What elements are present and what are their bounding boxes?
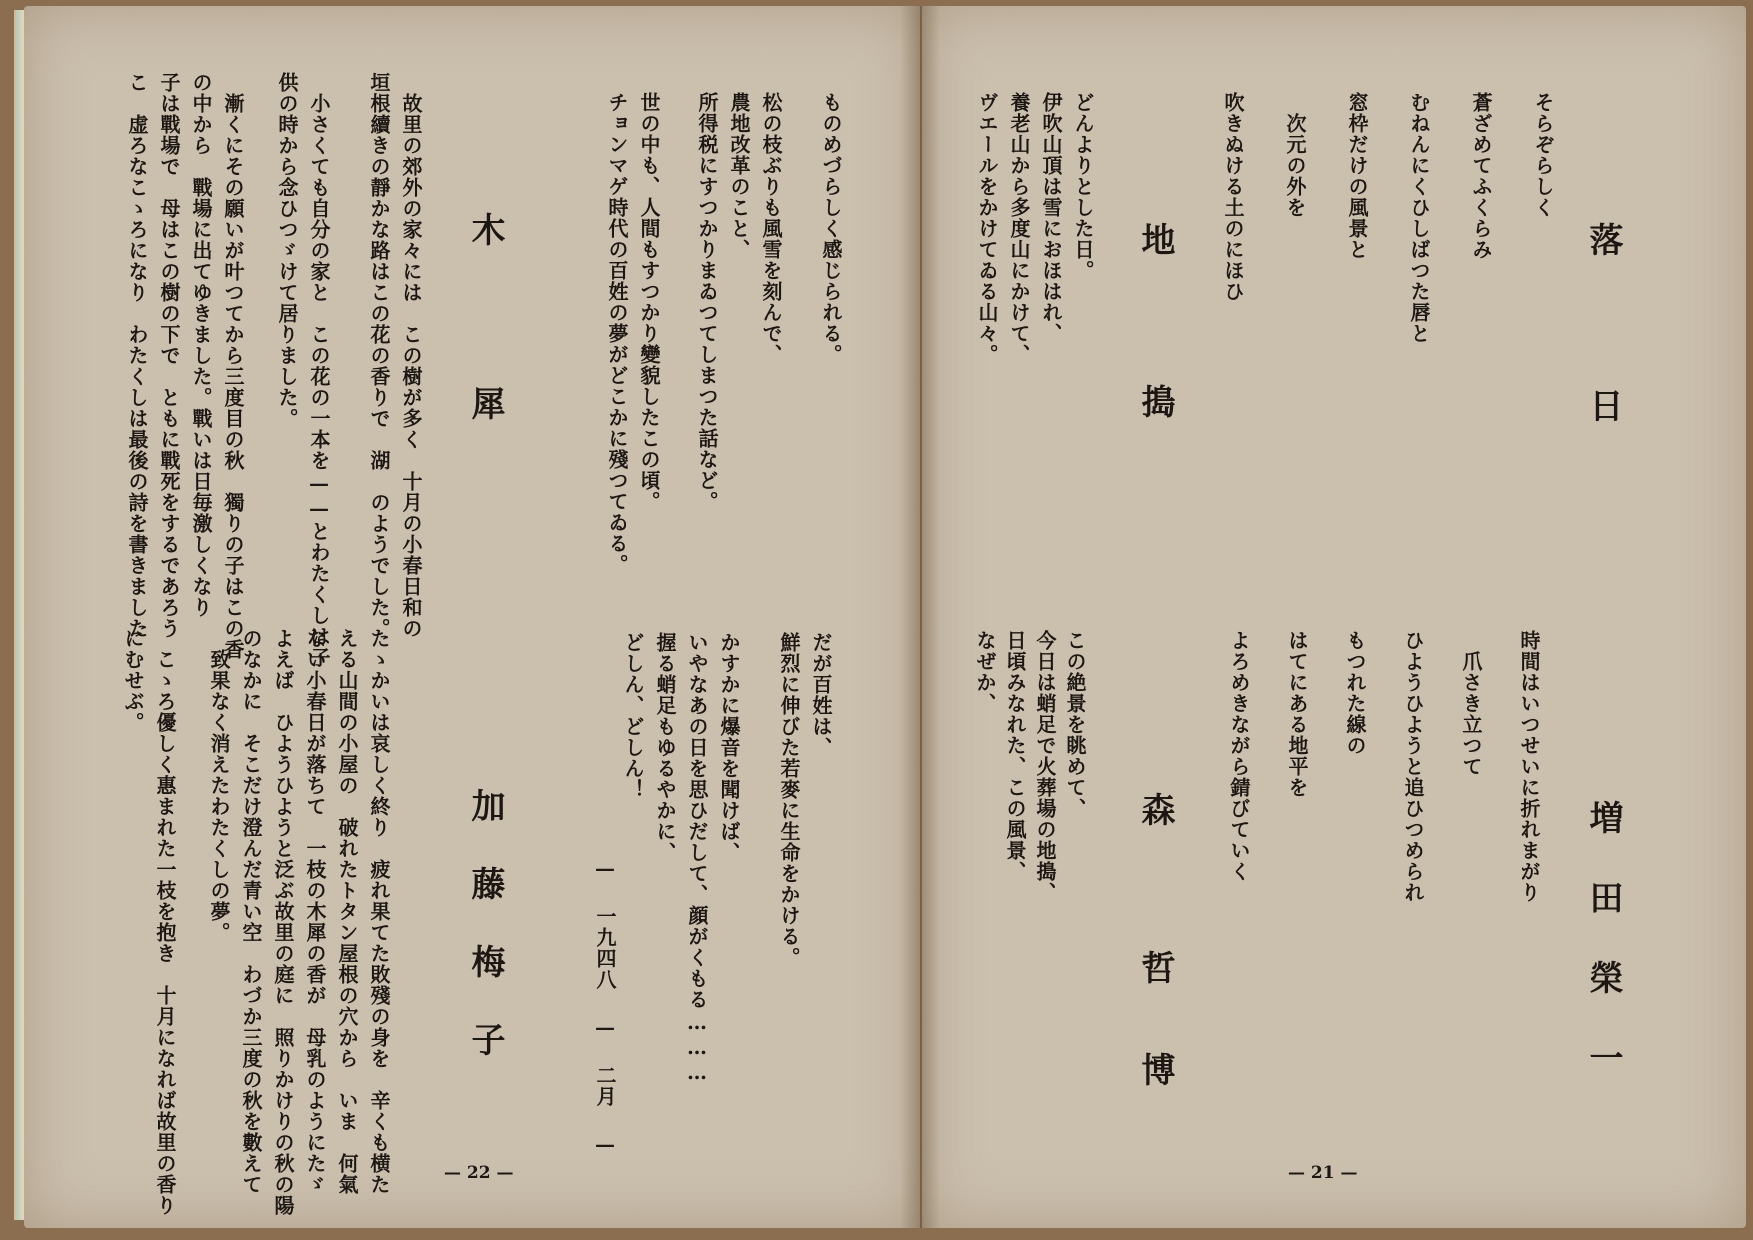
poem-title-char: 地 bbox=[1135, 222, 1175, 256]
verse-line: なぜか、 bbox=[973, 630, 997, 714]
verse-line: 農地改革のこと、 bbox=[727, 92, 751, 260]
author-char: 梅 bbox=[465, 944, 505, 978]
page-number: — 21 — bbox=[1288, 1163, 1358, 1183]
author-char: 一 bbox=[1583, 1040, 1623, 1074]
verse-line: どしん、どしん！ bbox=[621, 632, 645, 800]
verse-line: 握る蛸足もゆるやかに、 bbox=[653, 632, 677, 863]
author-char: 哲 bbox=[1135, 950, 1175, 984]
verse-line: 伊吹山頂は雪におほはれ、 bbox=[1039, 92, 1063, 344]
poem-title-char: 犀 bbox=[465, 386, 505, 420]
verse-line: 時間はいつせいに折れまがり bbox=[1517, 630, 1541, 903]
verse-line: チョンマゲ時代の百姓の夢がどこかに殘つてゐる。 bbox=[605, 92, 629, 575]
verse-line: 次元の外を bbox=[1283, 92, 1307, 218]
verse-line: 蒼ざめてふくらみ bbox=[1469, 92, 1493, 260]
verse-line: 養老山から多度山にかけて、 bbox=[1007, 92, 1031, 365]
verse-line: 窓枠だけの風景と bbox=[1345, 92, 1369, 260]
prose-line: の中から 戰場に出てゆきました。戰いは日毎激しくなり bbox=[189, 72, 213, 618]
prose-line: にむせぶ。 bbox=[121, 628, 145, 733]
author-char: 榮 bbox=[1583, 960, 1623, 994]
verse-line: ひようひようと追ひつめられ bbox=[1401, 630, 1425, 903]
verse-line: もつれた線の bbox=[1343, 630, 1367, 756]
poem-title-char: 木 bbox=[465, 212, 505, 246]
prose-line: 致果なく消えたわたくしの夢。 bbox=[207, 628, 231, 943]
prose-line: 小さくても自分の家と この花の一本を——とわたくしは子 bbox=[307, 72, 331, 668]
prose-line: こゝろ優しく惠まれた一枝を抱き 十月になれば故里の香り bbox=[153, 628, 177, 1216]
poem-title-char: 落 bbox=[1583, 222, 1623, 256]
verse-line: よろめきながら錆びていく bbox=[1227, 630, 1251, 882]
prose-line: 子は戰場で 母はこの樹の下で ともに戰死をするであろう bbox=[157, 72, 181, 639]
prose-line: 故里の郊外の家々には この樹が多く 十月の小春日和の bbox=[399, 72, 423, 639]
verse-line: むねんにくひしばつた唇と bbox=[1407, 92, 1431, 344]
verse-line: ものめづらしく感じられる。 bbox=[819, 92, 843, 365]
author-char: 藤 bbox=[465, 866, 505, 900]
verse-line: 今日は蛸足で火葬場の地搗、 bbox=[1033, 630, 1057, 903]
verse-line: 所得税にすつかりまゐつてしまつた話など。 bbox=[695, 92, 719, 512]
poem-title-char: 搗 bbox=[1135, 384, 1175, 418]
prose-line: 垣根續きの靜かな路はこの花の香りで 湖 のようでした。 bbox=[367, 72, 391, 639]
verse-line: いやなあの日を思ひだして、顔がくもる……… bbox=[685, 632, 709, 1085]
verse-line: 日頃みなれた、この風景、 bbox=[1003, 630, 1027, 882]
date-line: — 一九四八 — 二月 — bbox=[593, 856, 617, 1157]
verse-line: かすかに爆音を聞けば、 bbox=[717, 632, 741, 863]
prose-line: える山間の小屋の 破れたトタン屋根の穴から いま 何氣 bbox=[335, 628, 359, 1195]
verse-line: どんよりとした日。 bbox=[1071, 92, 1095, 281]
verse-line: そらぞらしく bbox=[1531, 92, 1555, 218]
verse-line: 松の枝ぶりも風雪を刻んで、 bbox=[759, 92, 783, 365]
prose-line: のなかに そこだけ澄んだ青い空 わづか三度の秋を數えて bbox=[239, 628, 263, 1195]
verse-line: ヴエールをかけてゐる山々。 bbox=[975, 92, 999, 365]
verse-line: 爪さき立つて bbox=[1459, 630, 1483, 777]
verse-line: 鮮烈に伸びた若麥に生命をかける。 bbox=[777, 632, 801, 968]
poem-title-char: 日 bbox=[1583, 388, 1623, 422]
prose-line: ない小春日が落ちて 一枝の木犀の香が 母乳のようにたゞ bbox=[303, 628, 327, 1195]
author-char: 子 bbox=[465, 1022, 505, 1056]
verse-line: この絶景を眺めて、 bbox=[1063, 630, 1087, 819]
verse-line: だが百姓は、 bbox=[809, 632, 833, 758]
verse-line: はてにある地平を bbox=[1285, 630, 1309, 798]
author-char: 森 bbox=[1135, 792, 1175, 826]
verse-line: 吹きぬける土のにほひ bbox=[1221, 92, 1245, 302]
author-char: 田 bbox=[1583, 880, 1623, 914]
prose-line: たゝかいは哀しく終り 疲れ果てた敗殘の身を 辛くも横た bbox=[367, 628, 391, 1195]
verse-line: 世の中も、人間もすつかり變貌したこの頃。 bbox=[637, 92, 661, 512]
prose-line: 供の時から念ひつゞけて居りました。 bbox=[275, 72, 299, 429]
prose-line: 漸くにその願いが叶つてから三度目の秋 獨りの子はこの香 bbox=[221, 72, 245, 660]
book-gutter bbox=[900, 6, 940, 1228]
author-char: 増 bbox=[1583, 800, 1623, 834]
page-number: — 22 — bbox=[444, 1163, 514, 1183]
prose-line: よえば ひようひようと泛ぶ故里の庭に 照りかけりの秋の陽 bbox=[271, 628, 295, 1216]
author-char: 博 bbox=[1135, 1052, 1175, 1086]
prose-line: こ 虚ろなこゝろになり わたくしは最後の詩を書きました bbox=[125, 72, 149, 639]
author-char: 加 bbox=[465, 788, 505, 822]
